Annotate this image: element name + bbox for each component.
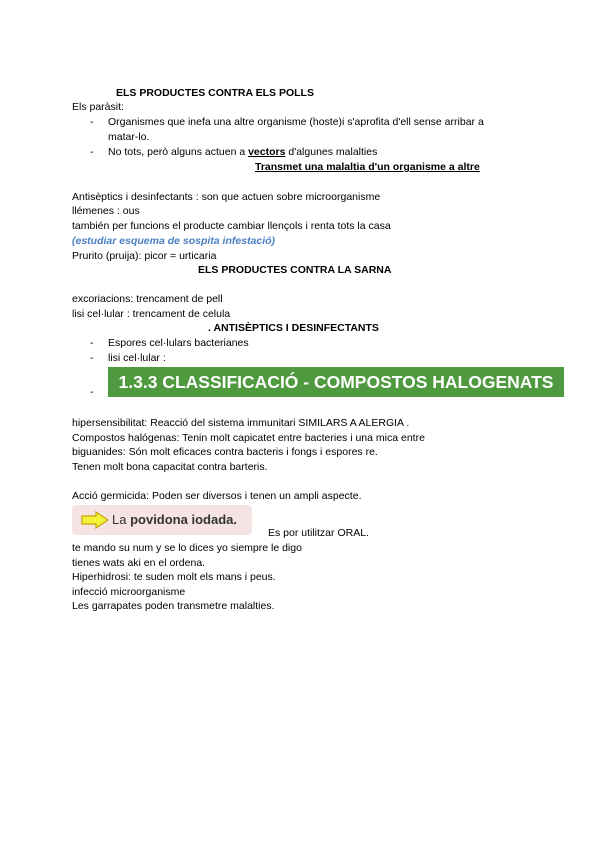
infeccio-line: infecció microorganisme xyxy=(72,586,186,598)
transmet-heading: Transmet una malaltia d'un organisme a altre xyxy=(255,161,480,173)
bullet-dash: - xyxy=(90,386,94,398)
accio-line: Acció germicida: Poden ser diversos i tenen un ampli aspecte. xyxy=(72,490,362,502)
bullet-dash: - xyxy=(90,146,94,158)
bullet-spores: Espores cel·lulars bacterianes xyxy=(108,337,249,349)
povidona-pre: La xyxy=(112,512,131,527)
vectors-term: vectors xyxy=(248,146,286,158)
excoriacions-line: excoriacions: trencament de pell xyxy=(72,293,223,305)
lisi-line: lisi cel·lular : trencament de celula xyxy=(72,308,231,320)
compostos-line-1: Compostos halógenas: Tenin molt capicatet entre bacteries i una mica entre xyxy=(72,432,425,444)
antiseptics-definition: Antisèptics i desinfectants : son que actuen sobre microorganisme xyxy=(72,191,381,203)
povidona-label xyxy=(112,512,237,527)
bullet-dash: - xyxy=(90,352,94,364)
bullet-2-pre: No tots, però alguns actuen a xyxy=(108,146,249,158)
arrow-right-icon xyxy=(81,511,109,529)
povidona-image xyxy=(72,505,252,535)
tambien-line: también per funcions el producte cambiar llençols i renta tots la casa xyxy=(72,220,391,232)
bullet-2-post: d'algunes malalties xyxy=(285,146,378,158)
bullet-2 xyxy=(108,145,377,159)
compostos-line-2: biguanides: Són molt eficaces contra bacteris i fongs i espores re. xyxy=(72,446,378,458)
halogenats-banner-image: 1.3.3 CLASSIFICACIÓ - COMPOSTOS HALOGENATS xyxy=(108,367,564,397)
parasit-label: Els paràsit: xyxy=(72,101,124,113)
bullet-1-line2: matar-lo. xyxy=(108,131,150,143)
bullet-1-line1: Organismes que inefa una altre organisme (hoste)i s'aprofita d'ell sense arribar a xyxy=(108,116,484,128)
tienes-line: tienes wats aki en el ordena. xyxy=(72,557,206,569)
heading-antiseptics: . ANTISÈPTICS I DESINFECTANTS xyxy=(208,322,379,334)
bullet-dash: - xyxy=(90,116,94,128)
estudiar-note: (estudiar esquema de sospita infestació) xyxy=(72,235,276,247)
povidona-bold: povidona iodada. xyxy=(130,512,237,527)
te-mando-line: te mando su num y se lo dices yo siempre le digo xyxy=(72,542,302,554)
bullet-dash: - xyxy=(90,337,94,349)
heading-sarna: ELS PRODUCTES CONTRA LA SARNA xyxy=(198,264,392,276)
heading-lice: ELS PRODUCTES CONTRA ELS POLLS xyxy=(116,87,314,99)
llemenes-line: llémenes : ous xyxy=(72,205,140,217)
hipersensibilitat-line: hipersensibilitat: Reacció del sistema immunitari SIMILARS A ALERGIA . xyxy=(72,417,410,429)
hiperhidrosi-line: Hiperhidrosi: te suden molt els mans i peus. xyxy=(72,571,276,583)
garrapates-line: Les garrapates poden transmetre malalties. xyxy=(72,600,275,612)
bullet-lisi: lisi cel·lular : xyxy=(108,352,166,364)
tenen-line: Tenen molt bona capacitat contra barteris. xyxy=(72,461,268,473)
prurito-line: Prurito (pruija): picor = urticaria xyxy=(72,250,217,262)
es-per-line: Es por utilitzar ORAL. xyxy=(268,527,369,539)
